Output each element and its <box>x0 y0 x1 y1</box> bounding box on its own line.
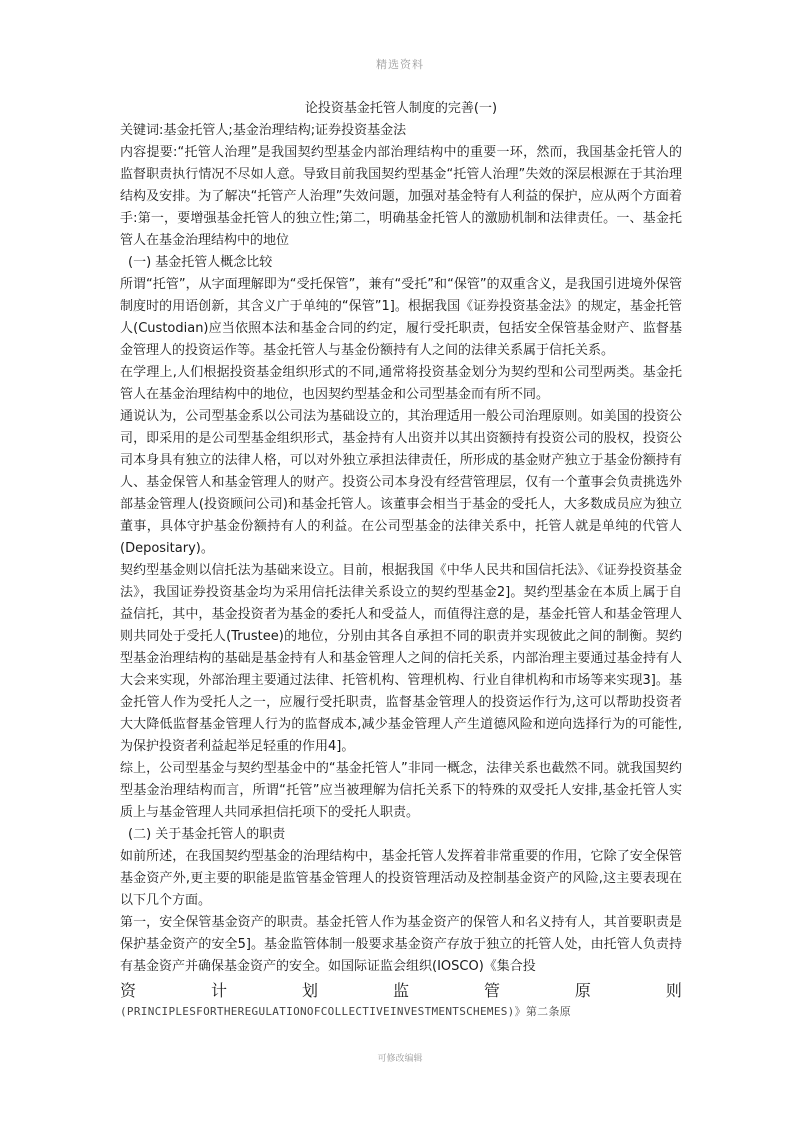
abstract-paragraph: 内容提要:“托管人治理”是我国契约型基金内部治理结构中的重要一环，然而，我国基金托管人的监督职责执行情况不尽如人意。导致目前我国契约型基金“托管人治理”失效的深层根源在于其治理结构及安排。为了解决“托管产人治理”失效问题，加强对基金特有人利益的保护，应从两个方面着手:第一，要增强基金托管人的独立性;第二，明确基金托管人的激励机制和法律责任。一、基金托管人在基金治理结构中的地位 <box>120 145 682 248</box>
keywords-line: 关键词:基金托管人;基金治理结构;证券投资基金法 <box>120 123 407 138</box>
paragraph-7-spread-line <box>120 978 682 1001</box>
paragraph-7-tail <box>120 1001 682 1023</box>
document-title: 论投资基金托管人制度的完善(一) <box>304 101 498 116</box>
spread-char: 计 <box>210 981 227 1000</box>
paragraph-7: 第一，安全保管基金资产的职责。基金托管人作为基金资产的保管人和名义持有人，其首要职责是保护基金资产的安全5]。基金监管体制一般要求基金资产存放于独立的托管人处，由托管人负责持有基金资产并确保基金资产的安全。如国际证监会组织(IOSCO)《集合投 <box>120 915 682 974</box>
paragraph-1: 所谓“托管”，从字面理解即为“受托保管”，兼有“受托”和“保管”的双重含义，是我国引进境外保管制度时的用语创新，其含义广于单纯的“保管”1]。根据我国《证券投资基金法》的规定，基金托管人(Custodian)应当依照本法和基金合同的约定，履行受托职责，包括安全保管基金财产、监督基金管理人的投资运作等。基金托管人与基金份额持有人之间的法律关系属于信托关系。 <box>120 277 682 358</box>
paragraph-4: 契约型基金则以信托法为基础来设立。目前，根据我国《中华人民共和国信托法》、《证券投资基金法》，我国证券投资基金均为采用信托法律关系设立的契约型基金2]。契约型基金在本质上属于自益信托，其中，基金投资者为基金的委托人和受益人，而值得注意的是，基金托管人和基金管理人则共同处于受托人(Trustee)的地位，分别由其各自承担不同的职责并实现彼此之间的制衡。契约型基金治理结构的基础是基金持有人和基金管理人之间的信托关系，内部治理主要通过基金持有人大会来实现，外部治理主要通过法律、托管机构、管理机构、行业自律机构和市场等来实现3]。基金托管人作为受托人之一，应履行受托职责，监督基金管理人的投资运作行为,这可以帮助投资者大大降低监督基金管理人行为的监督成本,减少基金管理人产生道德风险和逆向选择行为的可能性,为保护投资者利益起举足轻重的作用4]。 <box>120 563 682 754</box>
page-header: 精选资料 <box>376 58 424 71</box>
paragraph-2: 在学理上,人们根据投资基金组织形式的不同,通常将投资基金划分为契约型和公司型两类。基金托管人在基金治理结构中的地位，也因契约型基金和公司型基金而有所不同。 <box>120 365 682 402</box>
spread-char: 资 <box>120 981 137 1000</box>
spread-char: 管 <box>483 981 500 1000</box>
section-heading-2: (二) 关于基金托管人的职责 <box>128 827 286 842</box>
english-title: (PRINCIPLESFORTHEREGULATIONOFCOLLECTIVEINVESTMENTSCHEMES)》第二条原 <box>120 1005 572 1018</box>
spread-char: 则 <box>665 981 682 1000</box>
spread-char: 原 <box>574 981 591 1000</box>
paragraph-3: 通说认为，公司型基金系以公司法为基础设立的，其治理适用一般公司治理原则。如美国的投资公司，即采用的是公司型基金组织形式，基金持有人出资并以其出资额持有投资公司的股权，投资公司本身具有独立的法律人格，可以对外独立承担法律责任，所形成的基金财产独立于基金份额持有人、基金保管人和基金管理人的财产。投资公司本身没有经营管理层，仅有一个董事会负责挑选外部基金管理人(投资顾问公司)和基金托管人。该董事会相当于基金的受托人，大多数成员应为独立董事，具体守护基金份额持有人的利益。在公司型基金的法律关系中，托管人就是单纯的代管人(Depositary)。 <box>120 409 682 556</box>
spread-char: 监 <box>392 981 409 1000</box>
page-footer: 可修改编辑 <box>377 1054 423 1064</box>
paragraph-5: 综上，公司型基金与契约型基金中的“基金托管人”非同一概念，法律关系也截然不同。就我国契约型基金治理结构而言，所谓“托管”应当被理解为信托关系下的特殊的双受托人安排,基金托管人实质上与基金管理人共同承担信托项下的受托人职责。 <box>120 761 682 820</box>
section-heading-1: (一) 基金托管人概念比较 <box>128 255 273 270</box>
spread-char: 划 <box>301 981 318 1000</box>
document-body <box>120 98 682 1023</box>
paragraph-6: 如前所述，在我国契约型基金的治理结构中，基金托管人发挥着非常重要的作用，它除了安全保管基金资产外,更主要的职能是监管基金管理人的投资管理活动及控制基金资产的风险,这主要表现在以下几个方面。 <box>120 849 682 908</box>
